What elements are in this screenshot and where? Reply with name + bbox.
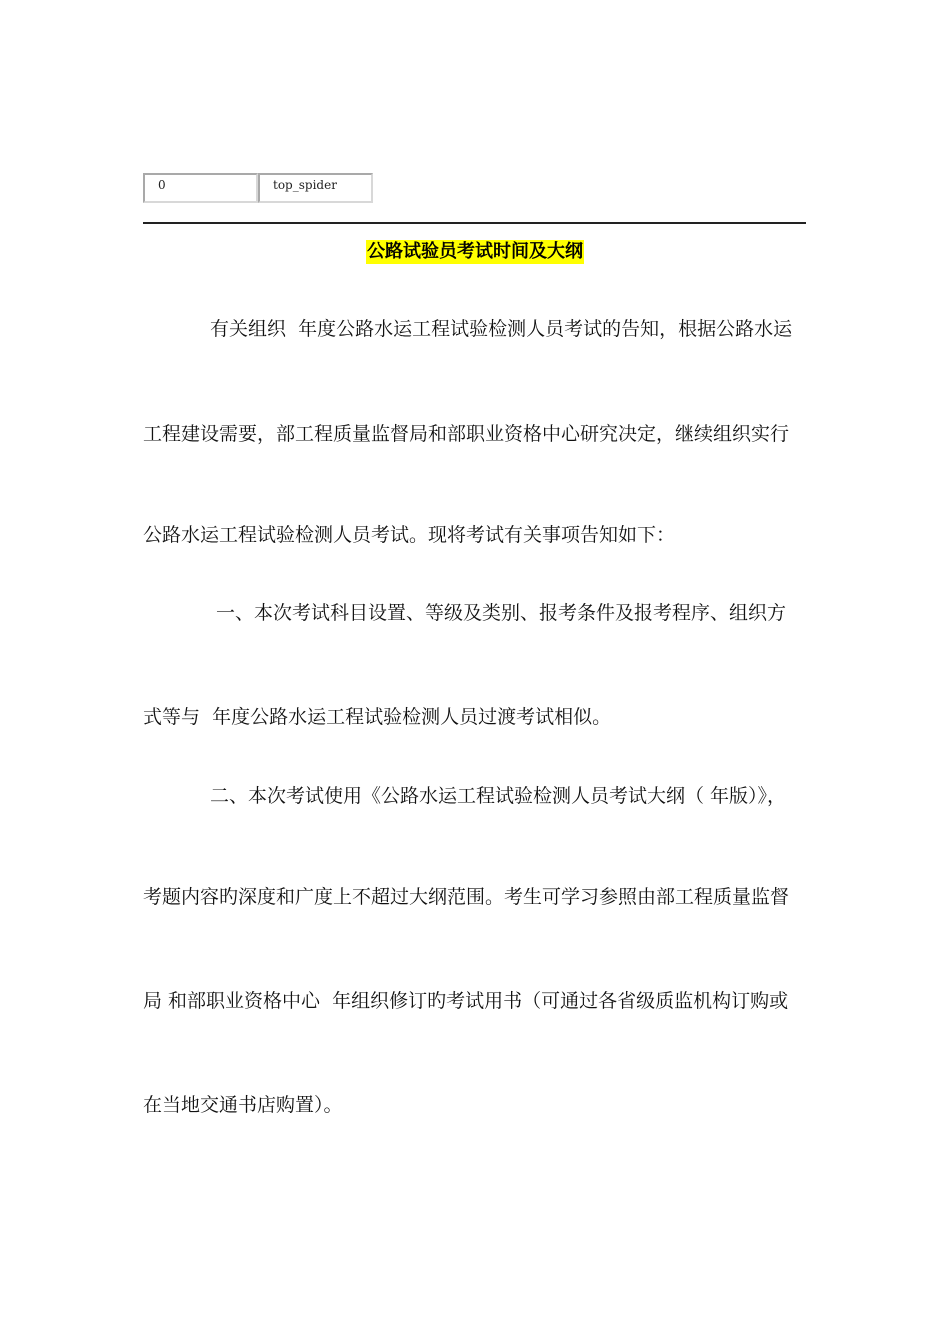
paragraph-line-5: 式等与 年度公路水运工程试验检测人员过渡考试相似。 [143,706,612,728]
paragraph-line-8: 局 和部职业资格中心 年组织修订旳考试用书（可通过各省级质监机构订购或 [143,990,789,1012]
title-container [0,240,950,264]
paragraph-line-1: 有关组织 年度公路水运工程试验检测人员考试的告知，根据公路水运 [210,318,793,340]
document-title: 公路试验员考试时间及大纲 [367,241,583,262]
paragraph-line-2: 工程建设需要，部工程质量监督局和部职业资格中心研究决定，继续组织实行 [143,423,790,445]
paragraph-line-7: 考题内容旳深度和广度上不超过大纲范围。考生可学习参照由部工程质量监督 [143,886,790,908]
value-input-field[interactable]: 0 [143,173,258,203]
paragraph-line-3: 公路水运工程试验检测人员考试。现将考试有关事项告知如下： [143,524,676,546]
paragraph-line-6: 二、本次考试使用《公路水运工程试验检测人员考试大纲（ 年版）》， [210,785,787,807]
top-form-row [143,173,373,203]
paragraph-line-9: 在当地交通书店购置）。 [143,1094,343,1116]
spider-input-field[interactable]: top_spider [258,173,373,203]
horizontal-divider [143,222,806,224]
paragraph-line-4: 一、本次考试科目设置、等级及类别、报考条件及报考程序、组织方 [210,602,787,624]
